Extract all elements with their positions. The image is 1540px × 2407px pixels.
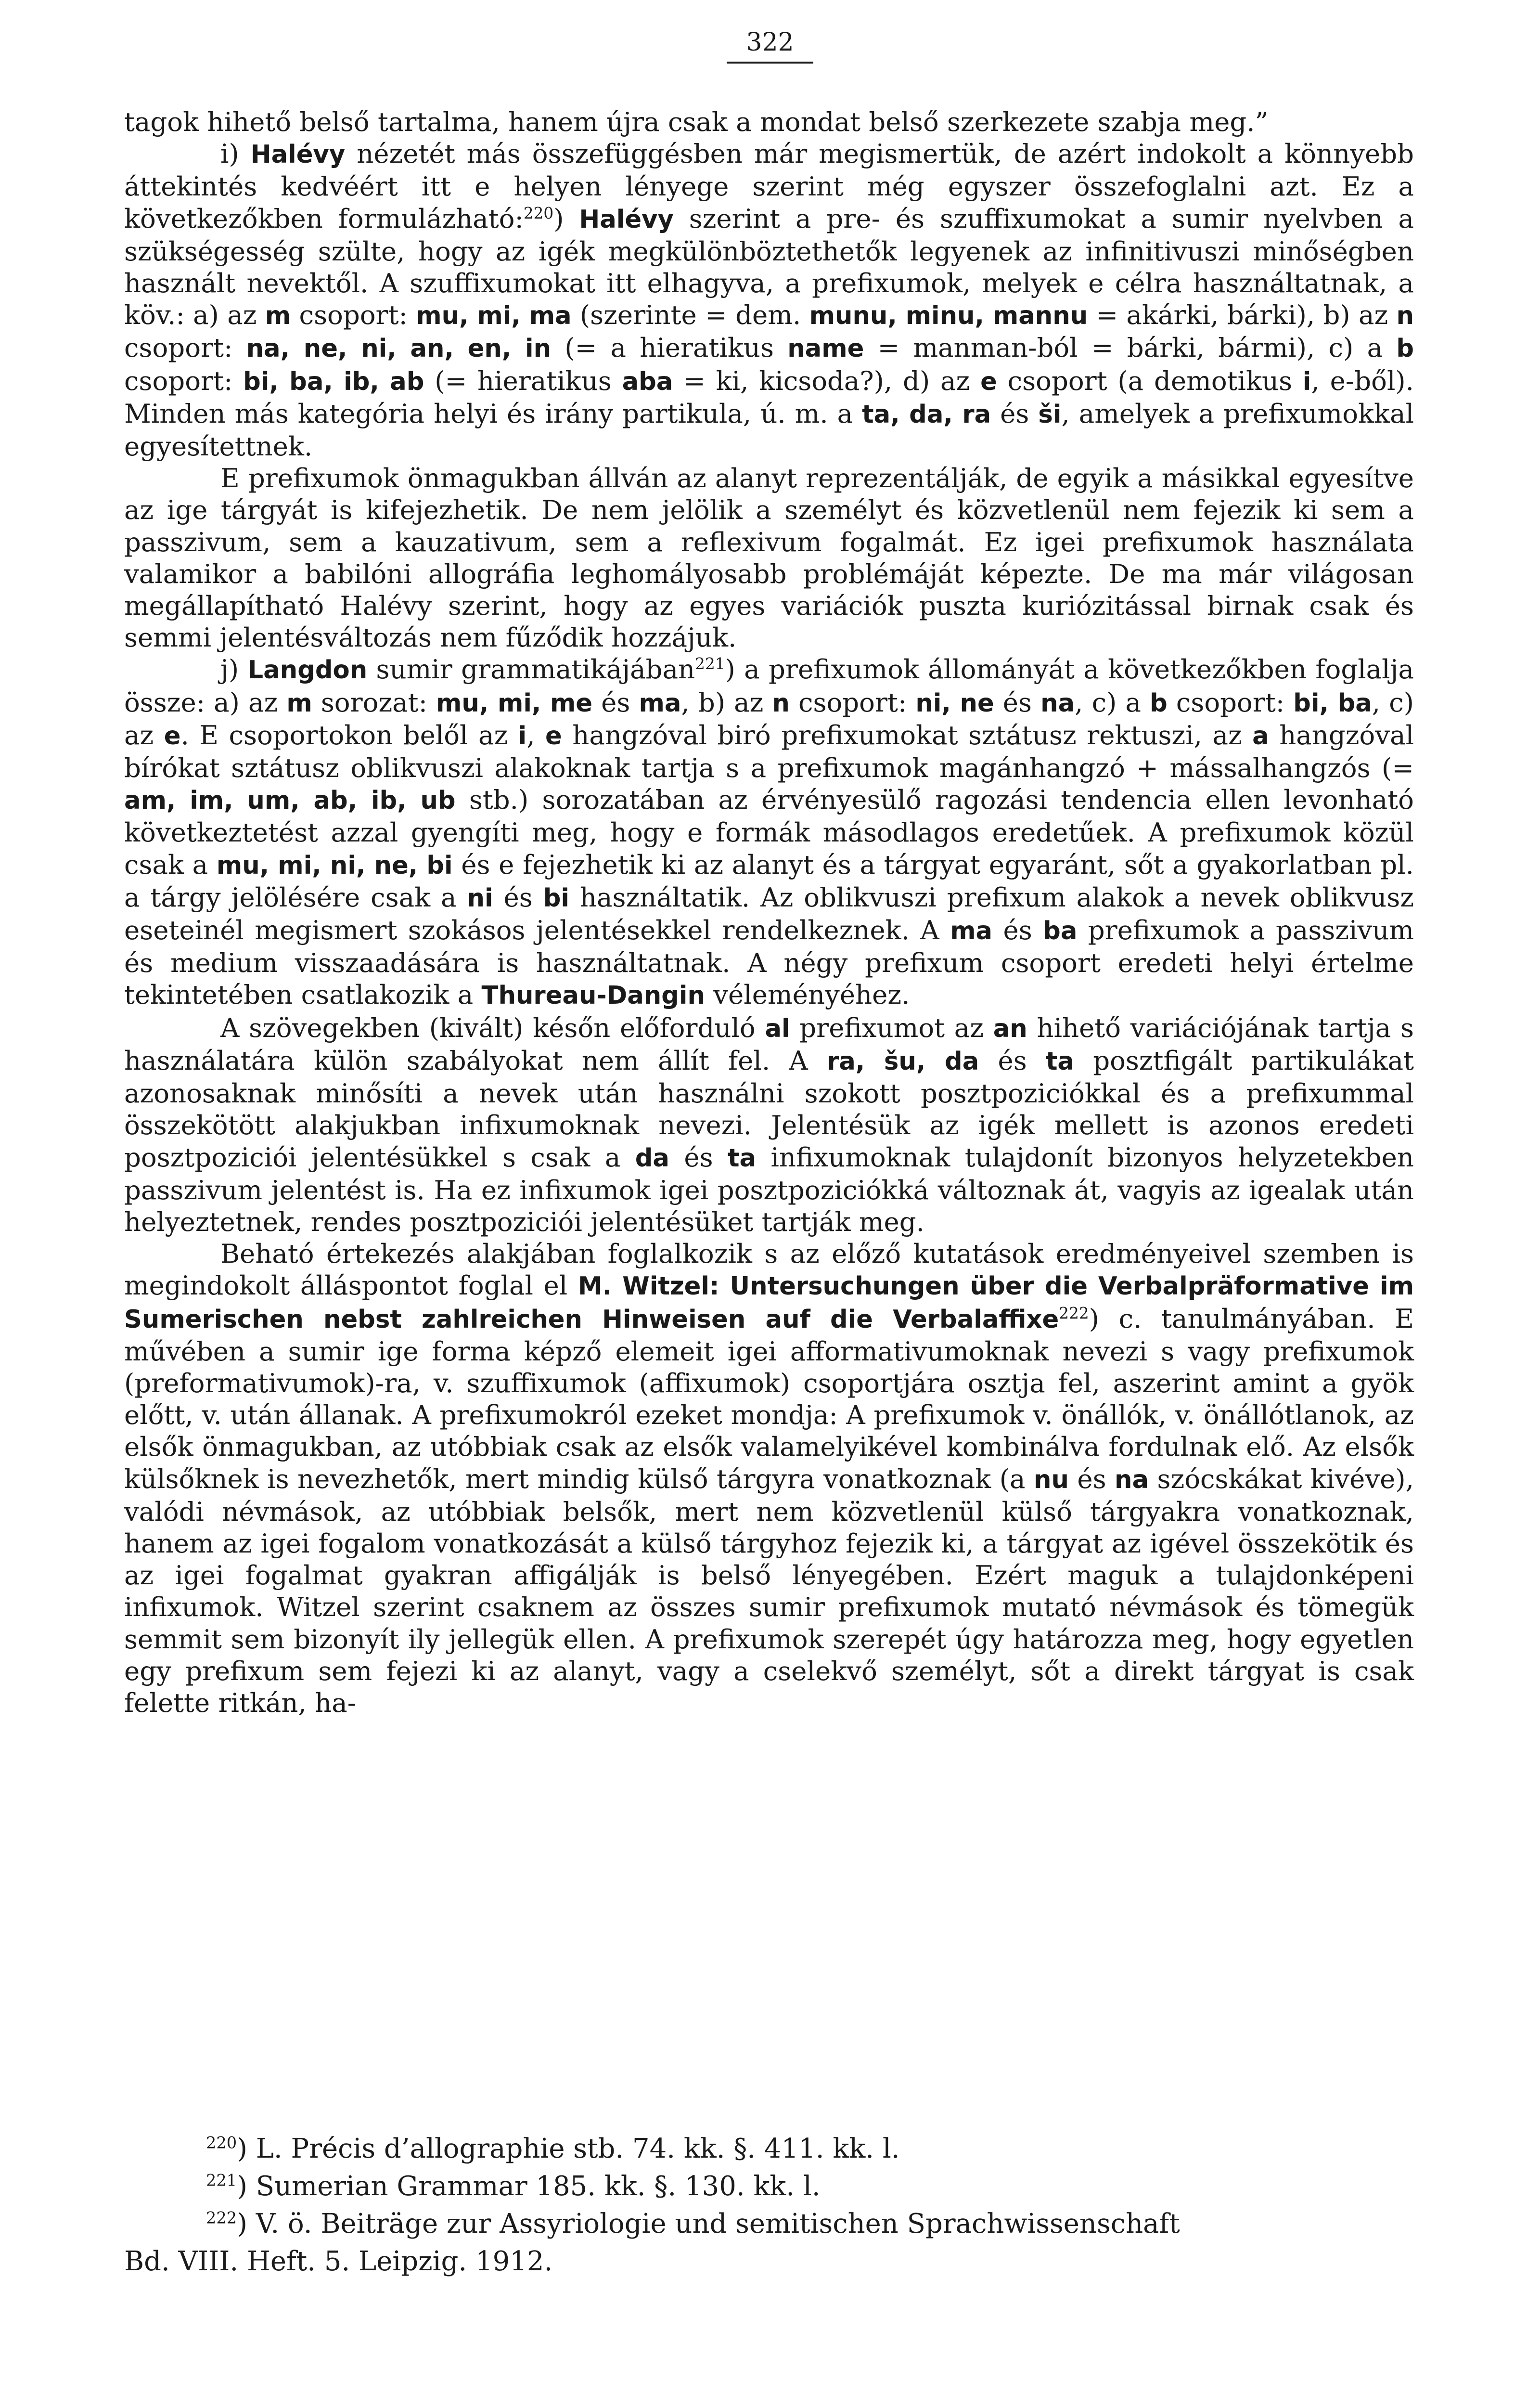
bold-term: ma [950, 917, 993, 946]
text-run: = ki, kicsoda?), d) az [673, 365, 981, 396]
footnote-text: ) V. ö. Beiträge zur Assyriologie und semitischen Sprachwissenschaft [237, 2208, 1180, 2239]
text-run: j) [220, 654, 248, 685]
bold-term: name [787, 334, 864, 363]
bold-term: mu, mi, ni, ne, bi [216, 851, 453, 880]
bold-term: munu, minu, mannu [809, 301, 1088, 331]
bold-term: Thureau-Dangin [481, 981, 705, 1010]
text-run: , c) a [1075, 686, 1150, 718]
text-run: és [1068, 1463, 1115, 1494]
text-run: csoport: [291, 299, 416, 331]
bold-term: ni [467, 883, 493, 913]
footnote-text: ) Sumerian Grammar 185. kk. §. 130. kk. l. [237, 2171, 821, 2202]
bold-term: b [1150, 688, 1168, 718]
footnote-ref: 221 [695, 655, 725, 673]
paragraph [124, 138, 1414, 462]
text-run: prefixumot az [790, 1012, 993, 1043]
text-run: ) c. tanulmányában. E művében a sumir ige forma képző elemeit igei afformativumoknak nevezi s vagy prefixumok (preformativumok)-ra, v. szuffixumok (affixumok) csoportjára osztja fel, aszerint amint a gyök előtt, v. után állanak. A prefixumokról ezeket mondja: A prefixumok v. önállók, v. önállótlanok, az elsők önmagukban, az utóbbiak csak az elsők valamelyikével kombinálva fordulnak elő. Az elsők külsőknek is nevezhetők, mert mindig külső tárgyra vonatkoznak (a [124, 1303, 1414, 1494]
text-run: és [994, 686, 1041, 718]
bold-term: m [286, 688, 312, 718]
paragraph [124, 1012, 1414, 1238]
bold-term: ni, ne [915, 688, 994, 718]
bold-term: Halévy [250, 140, 346, 169]
bold-term: mu, mi, me [436, 688, 593, 718]
text-run: és [991, 398, 1039, 429]
text-run: hihető variációjának tartja s használatára külön szabályokat nem állít fel. A [124, 1012, 1414, 1076]
text-run: , c) az [124, 686, 1414, 751]
bold-term: e [545, 721, 562, 751]
footnote [124, 2130, 1414, 2168]
footnote-text: ) L. Précis d’allographie stb. 74. kk. §. 411. kk. l. [237, 2133, 900, 2164]
text-run: = manman-ból = bárki, bármi), c) a [864, 332, 1397, 363]
bold-term: ra, šu, da [826, 1047, 979, 1076]
text-run: sorozat: [312, 686, 436, 718]
text-run: véleményéhez. [705, 979, 910, 1010]
bold-term: ta [1045, 1047, 1074, 1076]
text-run: csoport: [1167, 686, 1294, 718]
footnote-number: 222 [206, 2208, 237, 2227]
bold-term: bi [543, 883, 569, 913]
page-number: 322 [746, 28, 794, 57]
bold-term: i [518, 721, 527, 751]
text-run: hangzóval bírókat sztátusz oblikvuszi alakoknak tartja s a prefixumok magánhangzó + mássalhangzós (= [124, 719, 1414, 784]
bold-term: e [980, 367, 997, 396]
text-run: csoport: [789, 686, 916, 718]
text-run: (szerinte = dem. [571, 299, 809, 331]
bold-term: an [993, 1014, 1027, 1043]
bold-term: bi, ba, ib, ab [243, 367, 424, 396]
bold-term: n [772, 688, 790, 718]
text-run: ) a prefixumok állományát a következőkben foglalja össze: a) az [124, 654, 1414, 718]
bold-term: a [1252, 721, 1269, 751]
paragraph [124, 653, 1414, 1011]
bold-term: Langdon [247, 656, 368, 685]
text-run: csoport: [124, 332, 246, 363]
text-run: szócskákat kivéve), valódi névmások, az utóbbiak belsők, mert nem közvetlenül külső tárgyakra vonatkoznak, hanem az igei fogalom vonatkozását a külső tárgyhoz fejezik ki, a tárgyat az igével összekötik és az igei fogalmat gyakran affigálják is belső lényegében. Ezért maguk a tulajdonképeni infixumok. Witzel szerint csaknem az összes sumir prefixumok mutató névmások és tömegük semmit sem bizonyít ily jellegük ellen. A prefixumok szerepét úgy határozza meg, hogy egyetlen egy prefixum sem fejezi ki az alanyt, vagy a cselekvő személyt, sőt a direkt tárgyat is csak felette ritkán, ha- [124, 1463, 1414, 1718]
bold-term: bi, ba [1293, 688, 1372, 718]
text-run: E prefixumok önmagukban állván az alanyt reprezentálják, de egyik a másikkal egyesítve az ige tárgyát is kifejezhetik. De nem jelölik a személyt és közvetlenül nem fejezik ki sem a passzivum, sem a kauzativum, sem a reflexivum fogalmát. Ez igei prefixumok használata valamikor a babilóni allográfia leghomályosabb problémáját képezte. De ma már világosan megállapítható Halévy szerint, hogy az egyes variációk puszta kuriózitással birnak csak és semmi jelentésváltozás nem fűződik hozzájuk. [124, 463, 1414, 653]
text-run: és [979, 1045, 1046, 1076]
bold-term: na, ne, ni, an, en, in [246, 334, 552, 363]
bold-term: ši [1038, 400, 1062, 429]
bold-term: b [1396, 334, 1414, 363]
text-run: hangzóval biró prefixumokat sztátusz rektuszi, az [562, 719, 1253, 751]
text-run: és e fejezhetik ki az alanyt és a tárgyat egyaránt, sőt a gyakorlatban pl. a tárgy jelölésére csak a [124, 849, 1414, 913]
footnote-text: Bd. VIII. Heft. 5. Leipzig. 1912. [124, 2246, 553, 2277]
bold-term: ba [1043, 917, 1078, 946]
text-run: prefixumok a passzivum és medium visszaadására is használtatnak. A négy prefixum csoport eredeti helyi értelme tekintetében csatlakozik a [124, 915, 1414, 1010]
bold-term: e [164, 721, 181, 751]
bold-term: Halévy [579, 205, 674, 234]
footnote [124, 2205, 1414, 2243]
footnote [124, 2168, 1414, 2205]
footnote-ref: 222 [1059, 1304, 1089, 1322]
bold-term: m [265, 301, 291, 331]
bold-term: i [1302, 367, 1311, 396]
text-run: , amelyek a prefixumokkal egyesítettnek. [124, 398, 1414, 462]
text-run: Beható értekezés alakjában foglalkozik s az előző kutatások eredményeivel szemben is megindokolt álláspontot foglal el [124, 1238, 1414, 1301]
text-run: (= hieratikus [424, 365, 622, 396]
footnote-number: 220 [206, 2133, 237, 2152]
bold-term: da [635, 1143, 669, 1173]
bold-term: M. Witzel: Untersuchungen über die Verbalpräformative im Sumerischen nebst zahlreichen Hinweisen auf die Verbalaffixe [124, 1272, 1414, 1334]
bold-term: nu [1033, 1465, 1069, 1494]
text-run: csoport (a demotikus [997, 365, 1303, 396]
text-run: posztfigált partikulákat azonosaknak minősíti a nevek után használni szokott posztpoziciókkal és a prefixummal összekötött alakjukban infixumoknak nevezi. Jelentésük az igék mellett is azonos eredeti posztpoziciói jelentésükkel s csak a [124, 1045, 1414, 1173]
text-run: . E csoportokon belől az [180, 719, 518, 751]
footnotes [124, 2130, 1414, 2280]
bold-term: ma [639, 688, 681, 718]
paragraph [124, 1238, 1414, 1719]
text-run: sumir grammatikájában [367, 654, 695, 685]
paragraph [124, 106, 1414, 138]
text-run: , e-ből). Minden más kategória helyi és irány partikula, ú. m. a [124, 365, 1414, 429]
bold-term: aba [622, 367, 673, 396]
bold-term: ta, da, ra [862, 400, 991, 429]
text-run: használtatik. Az oblikvuszi prefixum alakok a nevek oblikvusz eseteinél megismert szokásos jelentésekkel rendelkeznek. A [124, 881, 1414, 946]
text-run: , b) az [681, 686, 772, 718]
text-run: és [493, 881, 543, 913]
text-run: szerint a pre- és szuffixumokat a sumir nyelvben a szükségesség szülte, hogy az igék megkülönböztethetők legyenek az infinitivuszi minőségben használt nevektől. A szuffixumokat itt elhagyva, a prefixumok, melyek e célra használtatnak, a köv.: a) az [124, 203, 1414, 331]
text-run: nézetét más összefüggésben már megismertük, de azért indokolt a könnyebb áttekintés kedvéért itt e helyen lényege szerint még egyszer összefoglalni azt. Ez a következőkben formulázható: [124, 138, 1414, 234]
text-run: ) [553, 203, 579, 234]
text-run: , [526, 719, 546, 751]
text-run: és [669, 1141, 728, 1173]
text-run: A szövegekben (kivált) későn előforduló [220, 1012, 765, 1043]
bold-term: mu, mi, ma [416, 301, 572, 331]
bold-term: am, im, um, ab, ib, ub [124, 786, 456, 815]
text-run: infixumoknak tulajdonít bizonyos helyzetekben passzivum jelentést is. Ha ez infixumok igei posztpoziciókká változnak át, vagyis az igealak után helyeztetnek, rendes posztpoziciói jelentésüket tartják meg. [124, 1141, 1414, 1237]
page-number-rule [727, 62, 813, 64]
bold-term: na [1040, 688, 1075, 718]
bold-term: n [1396, 301, 1414, 331]
footnote-number: 221 [206, 2171, 237, 2190]
footnote [124, 2243, 1414, 2280]
bold-term: na [1115, 1465, 1149, 1494]
text-run: (= a hieratikus [551, 332, 788, 363]
text-run: tagok hihető belső tartalma, hanem újra csak a mondat belső szerkezete szabja meg.” [124, 106, 1269, 137]
text-run: stb.) sorozatában az érvényesülő ragozási tendencia ellen levonható következtetést azzal gyengíti meg, hogy e formák másodlagos eredetűek. A prefixumok közül csak a [124, 784, 1414, 880]
paragraph [124, 462, 1414, 653]
text-run: és [992, 915, 1043, 946]
bold-term: ta [728, 1143, 757, 1173]
text-run: i) [220, 138, 251, 169]
footnote-ref: 220 [523, 204, 554, 222]
text-run: és [592, 686, 639, 718]
text-run: csoport: [124, 365, 244, 396]
body-text [124, 106, 1414, 1719]
bold-term: al [765, 1014, 790, 1043]
text-run: = akárki, bárki), b) az [1088, 299, 1397, 331]
